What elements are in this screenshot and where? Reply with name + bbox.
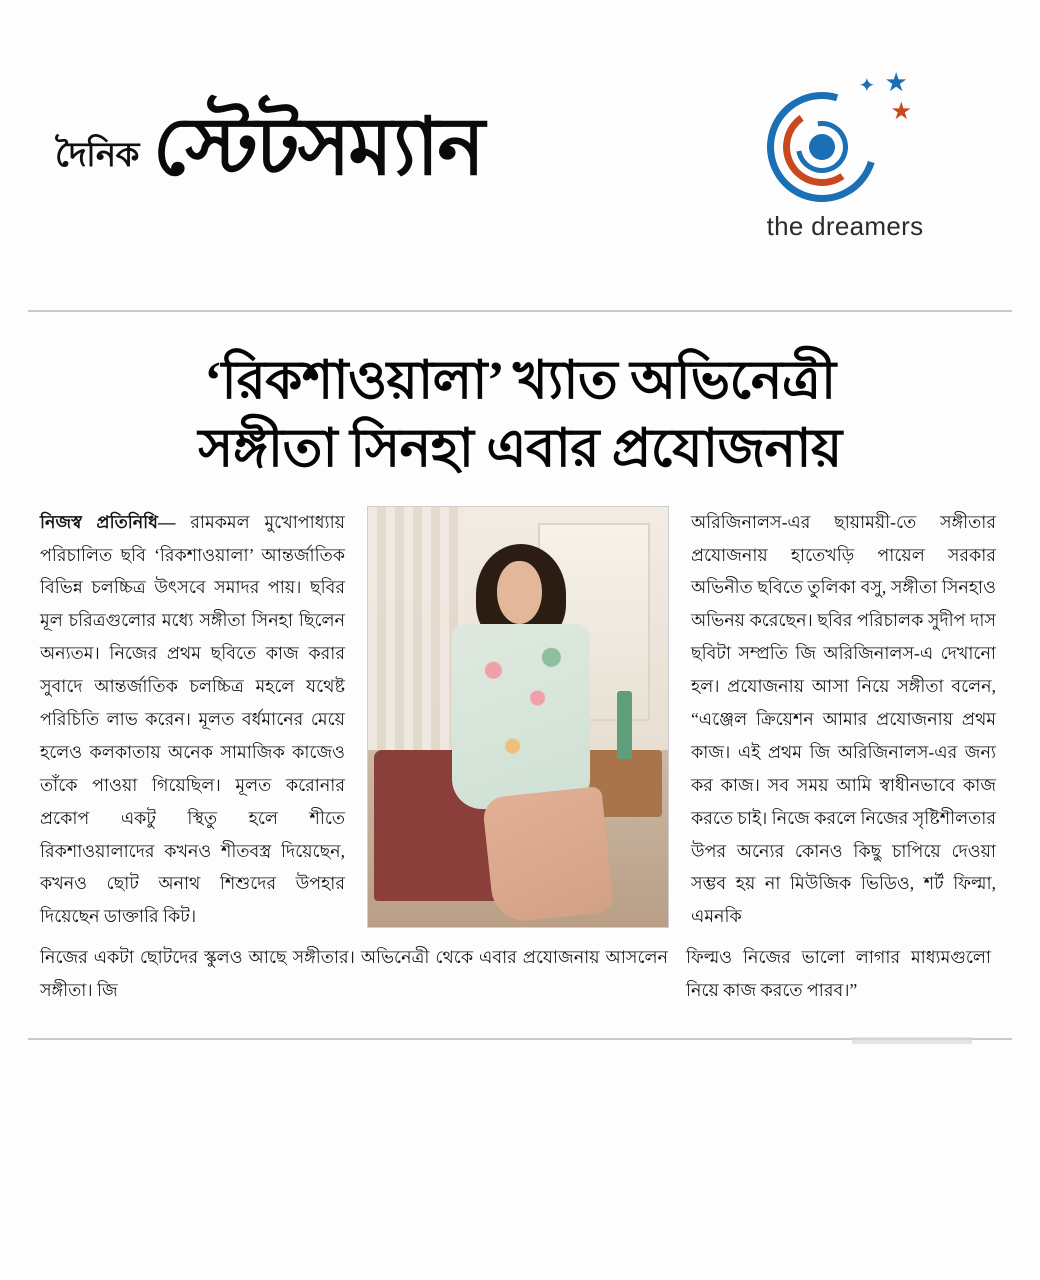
star-small-icon: ✦ bbox=[858, 75, 876, 97]
masthead bbox=[0, 0, 1040, 270]
article-columns bbox=[28, 490, 1012, 934]
article-column-right: অরিজিনালস-এর ছায়াময়ী-তে সঙ্গীতার প্রযোজনায় হাতেখড়ি পায়েল সরকার অভিনীত ছবিতে তুলিকা বসু, সঙ্গীতা সিনহাও অভিনয় করেছেন। ছবির পরিচালক সুদীপ দাস ছবিটা সম্প্রতি জি অরিজিনালস-এ দেখানো হল। প্রযোজনায় আসা নিয়ে সঙ্গীতা বলেন, “এঞ্জেল ক্রিয়েশন আমার প্রযোজনায় প্রথম কাজ। এই প্রথম জি অরিজিনালস-এর জন্য কর কাজ। সব সময় আমি স্বাধীনভাবে কাজ করতে চাই। নিজে করলে নিজের সৃষ্টিশীলতার উপর অন্যের কোনও কিছু চাপিয়ে দেওয়া সম্ভব হয় না মিউজিক ভিডিও, শর্ট ফিল্মা, এমনকি bbox=[691, 511, 996, 927]
spiral-rings-logo-icon bbox=[763, 70, 928, 205]
article-headline bbox=[28, 330, 1012, 490]
photo-curtain bbox=[368, 507, 464, 767]
star-large-icon: ★ bbox=[884, 68, 908, 97]
article-body-bottom-right: ফিল্মও নিজের ভালো লাগার মাধ্যমগুলো নিয়ে কাজ করতে পারব।” bbox=[686, 947, 991, 1001]
article-byline: নিজস্ব প্রতিনিধি— bbox=[40, 511, 176, 532]
scan-artifact bbox=[852, 1037, 972, 1044]
masthead-title bbox=[55, 104, 484, 194]
article-bottom-row bbox=[28, 933, 1012, 1007]
article-column-left bbox=[40, 506, 345, 934]
article-clipping bbox=[28, 310, 1012, 1040]
dreamers-logo-block bbox=[750, 70, 940, 242]
headline-line-2: সঙ্গীতা সিনহা এবার প্রযোজনায় bbox=[198, 419, 842, 478]
photo-subject-legs bbox=[482, 786, 615, 924]
masthead-name: স্টেটসম্যান bbox=[152, 104, 484, 192]
photo-bottle bbox=[617, 691, 632, 758]
article-body-bottom-left: নিজের একটা ছোটদের স্কুলও আছে সঙ্গীতার। অভিনেত্রী থেকে এবার প্রযোজনায় আসলেন সঙ্গীতা। জি bbox=[40, 947, 668, 1001]
masthead-prefix: দৈনিক bbox=[55, 137, 139, 174]
headline-line-1: ‘রিকশাওয়ালা’ খ্যাত অভিনেত্রী bbox=[204, 352, 836, 410]
article-body-left: রামকমল মুখোপাধ্যায় পরিচালিত ছবি ‘রিকশাওয়ালা’ আন্তর্জাতিক বিভিন্ন চলচ্চিত্র উৎসবে সমাদর পায়। ছবির মূল চরিত্রগুলোর মধ্যে সঙ্গীতা সিনহা ছিলেন অন্যতম। নিজের প্রথম ছবিতে কাজ করার সুবাদে আন্তর্জাতিক চলচ্চিত্র মহলে যথেষ্ট পরিচিতি লাভ করেন। মূলত বর্ধমানের মেয়ে হলেও কলকাতায় অনেক সামাজিক কাজেও তাঁকে পাওয়া গিয়েছিল। মূলত করোনার প্রকোপ একটু স্থিতু হলে শীতে রিকশাওয়ালাদের কখনও শীতবস্ত্র দিয়েছেন, কখনও ছোট অনাথ শিশুদের উপহার দিয়েছেন ডাক্তারি কিট। bbox=[40, 511, 345, 927]
portrait-photo bbox=[367, 506, 669, 928]
star-orange-icon: ★ bbox=[890, 99, 913, 125]
logo-center-dot bbox=[809, 134, 835, 160]
photo-subject-dress bbox=[452, 624, 590, 809]
photo-subject-face bbox=[497, 561, 542, 624]
logo-caption: the dreamers bbox=[766, 211, 924, 241]
article-column-middle bbox=[363, 506, 673, 934]
